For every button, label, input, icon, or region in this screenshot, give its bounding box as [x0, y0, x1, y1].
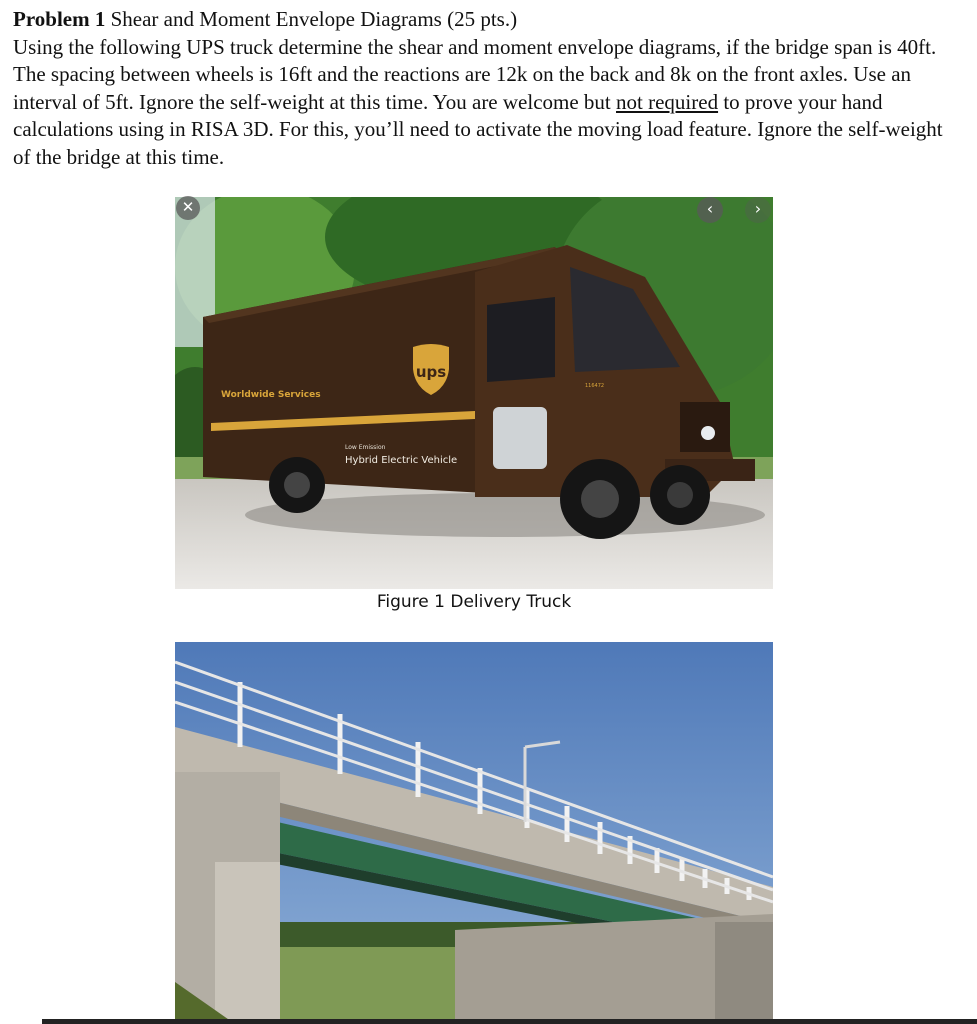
- truck-number: 116472: [585, 383, 605, 389]
- problem-body-end: to prove your hand calculations using in RISA 3D. For this, you’ll need to activate the moving load feature. Ignore the self-weight of the bridge at this time.: [13, 89, 943, 169]
- problem-body: Using the following UPS truck determine the shear and moment envelope diagrams, if the bridge span is 40ft. The spacing between wheels is 16ft and the reactions are 12k on the back and 8k on the front axles. Use an interval of 5ft. Ignore the self-weight at this time. You are welcome but: [13, 34, 937, 114]
- close-icon[interactable]: ✕: [176, 196, 200, 220]
- bottom-border: [42, 1019, 977, 1024]
- figure1-caption: Figure 1 Delivery Truck: [376, 592, 572, 612]
- problem-label: Problem 1: [13, 7, 106, 31]
- underlined-phrase: not required: [616, 89, 719, 114]
- truck-low-emission: Low Emission: [345, 444, 386, 451]
- chevron-right-icon[interactable]: ›: [745, 197, 771, 223]
- problem-text: [13, 6, 963, 171]
- truck-illustration: [175, 197, 773, 589]
- truck-side-text: Worldwide Services: [221, 390, 321, 400]
- chevron-left-icon[interactable]: ‹: [697, 197, 723, 223]
- truck-hybrid-text: Hybrid Electric Vehicle: [345, 455, 458, 466]
- delivery-truck-image: [175, 197, 773, 589]
- bridge-image: [175, 642, 773, 1024]
- ups-logo: ups: [415, 363, 447, 381]
- problem-title: Shear and Moment Envelope Diagrams (25 pts.): [105, 7, 518, 31]
- bridge-illustration: [175, 642, 773, 1024]
